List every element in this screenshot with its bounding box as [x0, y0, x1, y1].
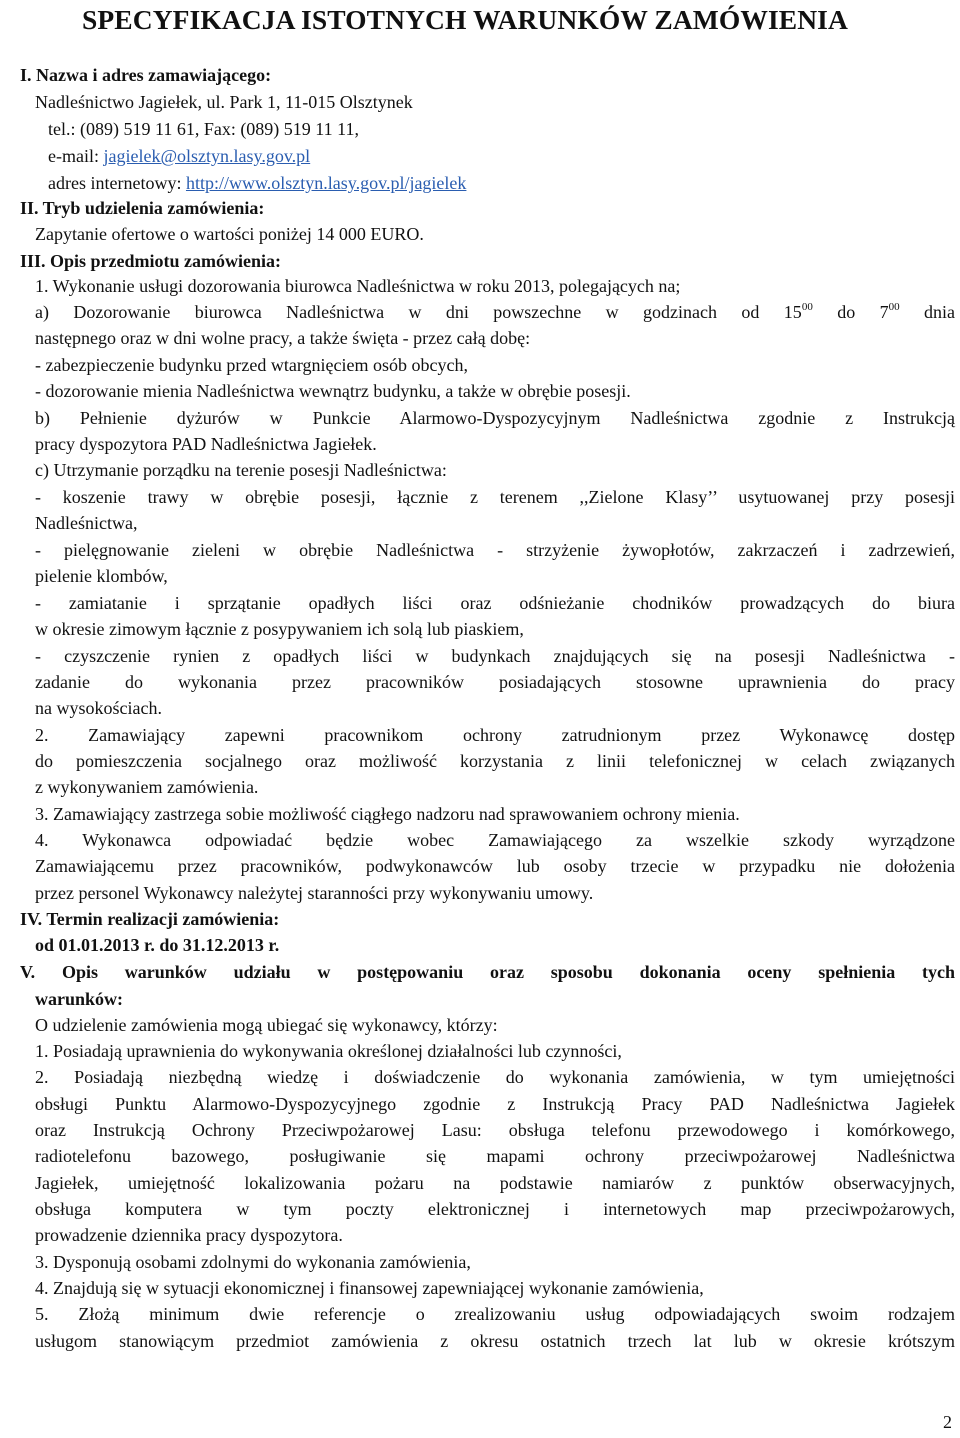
condition-4: 4. Znajdują się w sytuacji ekonomicznej i finansowej zapewniającej wykonanie zamówienia, — [35, 1278, 704, 1298]
condition-2-cont: obsługi Punktu Alarmowo-Dyspozycyjnego zgodnie z Instrukcją Pracy PAD Nadleśnictwa Jagiełek — [35, 1094, 955, 1114]
website-link[interactable]: http://www.olsztyn.lasy.gov.pl/jagielek — [185, 173, 467, 193]
email-link[interactable]: jagielek@olsztyn.lasy.gov.pl — [103, 146, 311, 166]
subject-item-1: 1. Wykonanie usługi dozorowania biurowca Nadleśnictwa w roku 2013, polegających na; — [35, 276, 681, 296]
subject-bullet: - dozorowanie mienia Nadleśnictwa wewnątrz budynku, a także w obrębie posesji. — [35, 381, 631, 401]
subject-item-b-cont: pracy dyspozytora PAD Nadleśnictwa Jagiełek. — [35, 434, 377, 454]
section-3-heading: III. Opis przedmiotu zamówienia: — [20, 251, 281, 271]
section-5-heading: V. Opis warunków udziału w postępowaniu oraz sposobu dokonania oceny spełnienia tych — [20, 962, 955, 982]
subject-bullet-cont: w okresie zimowym łącznie z posypywaniem ich solą lub piaskiem, — [35, 619, 524, 639]
condition-2-cont: Jagiełek, umiejętność lokalizowania pożaru na podstawie namiarów z punktów obserwacyjnych, — [35, 1173, 955, 1193]
condition-2-cont: radiotelefonu bazowego, posługiwanie się mapami ochrony przeciwpożarowej Nadleśnictwa — [35, 1146, 955, 1166]
subject-bullet-cont: zadanie do wykonania przez pracowników posiadających stosowne uprawnienia do pracy — [35, 672, 955, 692]
subject-item-c: c) Utrzymanie porządku na terenie posesji Nadleśnictwa: — [35, 460, 447, 480]
subject-item-4-cont: Zamawiającemu przez pracowników, podwykonawców lub osoby trzecie w przypadku nie dołożenia — [35, 856, 955, 876]
condition-5: 5. Złożą minimum dwie referencje o zrealizowaniu usług odpowiadających swoim rodzajem — [35, 1304, 955, 1324]
condition-1: 1. Posiadają uprawnienia do wykonywania określonej działalności lub czynności, — [35, 1041, 622, 1061]
subject-bullet: - koszenie trawy w obrębie posesji, łącznie z terenem ,,Zielone Klasy’’ usytuowanej przy posesji — [35, 487, 955, 507]
page-number: 2 — [943, 1412, 952, 1432]
subject-bullet: - pielęgnowanie zieleni w obrębie Nadleśnictwa - strzyżenie żywopłotów, zakrzaczeń i zadrzewień, — [35, 540, 955, 560]
subject-item-2-cont: do pomieszczenia socjalnego oraz możliwość korzystania z linii telefonicznej w celach związanych — [35, 751, 955, 771]
section-2-heading: II. Tryb udzielenia zamówienia: — [20, 198, 265, 218]
condition-2-cont: obsługa komputera w tym poczty elektronicznej i internetowych map przeciwpożarowych, — [35, 1199, 955, 1219]
subject-bullet-cont: pielenie klombów, — [35, 566, 168, 586]
condition-2-cont: oraz Instrukcją Ochrony Przeciwpożarowej Lasu: obsługa telefonu przewodowego i komórkowego, — [35, 1120, 955, 1140]
condition-2: 2. Posiadają niezbędną wiedzę i doświadczenie do wykonania zamówienia, w tym umiejętności — [35, 1067, 955, 1087]
section-5-heading-cont: warunków: — [35, 989, 124, 1009]
subject-item-a-cont: następnego oraz w dni wolne pracy, a także święta - przez całą dobę: — [35, 328, 531, 348]
condition-2-cont: prowadzenie dziennika pracy dyspozytora. — [35, 1225, 343, 1245]
conditions-intro: O udzielenie zamówienia mogą ubiegać się wykonawcy, którzy: — [35, 1015, 498, 1035]
subject-item-3: 3. Zamawiający zastrzega sobie możliwość ciągłego nadzoru nad sprawowaniem ochrony mienia. — [35, 804, 740, 824]
subject-bullet-cont: na wysokościach. — [35, 698, 162, 718]
subject-bullet-cont: Nadleśnictwa, — [35, 513, 138, 533]
subject-item-4: 4. Wykonawca odpowiadać będzie wobec Zamawiającego za wszelkie szkody wyrządzone — [35, 830, 955, 850]
section-4-heading: IV. Termin realizacji zamówienia: — [20, 909, 280, 929]
subject-item-b: b) Pełnienie dyżurów w Punkcie Alarmowo-Dyspozycyjnym Nadleśnictwa zgodnie z Instrukcją — [35, 408, 955, 428]
subject-bullet: - zamiatanie i sprzątanie opadłych liści oraz odśnieżanie chodników prowadzących do biura — [35, 593, 955, 613]
subject-bullet: - czyszczenie rynien z opadłych liści w budynkach znajdujących się na posesji Nadleśnictwa - — [35, 646, 955, 666]
orderer-phone-fax: tel.: (089) 519 11 61, Fax: (089) 519 11 11, — [48, 119, 359, 139]
orderer-website-line — [48, 172, 466, 194]
execution-period: od 01.01.2013 r. do 31.12.2013 r. — [35, 935, 280, 955]
subject-item-2: 2. Zamawiający zapewni pracownikom ochrony zatrudnionym przez Wykonawcę dostęp — [35, 725, 955, 745]
subject-item-a: a) Dozorowanie biurowca Nadleśnictwa w dni powszechne w godzinach od $15^{00}$ do $7^{00}$ dnia — [35, 301, 956, 322]
subject-bullet: - zabezpieczenie budynku przed wtargnięciem osób obcych, — [35, 355, 468, 375]
document-title: SPECYFIKACJA ISTOTNYCH WARUNKÓW ZAMÓWIENIA — [82, 4, 848, 35]
section-1-heading: I. Nazwa i adres zamawiającego: — [20, 65, 272, 85]
subject-item-4-cont: przez personel Wykonawcy należytej staranności przy wykonywaniu umowy. — [35, 883, 594, 903]
condition-3: 3. Dysponują osobami zdolnymi do wykonania zamówienia, — [35, 1252, 471, 1272]
subject-item-2-cont: z wykonywaniem zamówienia. — [35, 777, 259, 797]
website-label: adres internetowy: — [48, 173, 186, 193]
procedure-mode-text: Zapytanie ofertowe o wartości poniżej 14 000 EURO. — [35, 224, 424, 244]
email-label: e-mail: — [48, 146, 104, 166]
orderer-name: Nadleśnictwo Jagiełek, ul. Park 1, 11-015 Olsztynek — [35, 92, 413, 112]
condition-5-cont: usługom stanowiącym przedmiot zamówienia z okresu ostatnich trzech lat lub w okresie krótszym — [35, 1331, 955, 1351]
orderer-email-line — [48, 145, 310, 167]
